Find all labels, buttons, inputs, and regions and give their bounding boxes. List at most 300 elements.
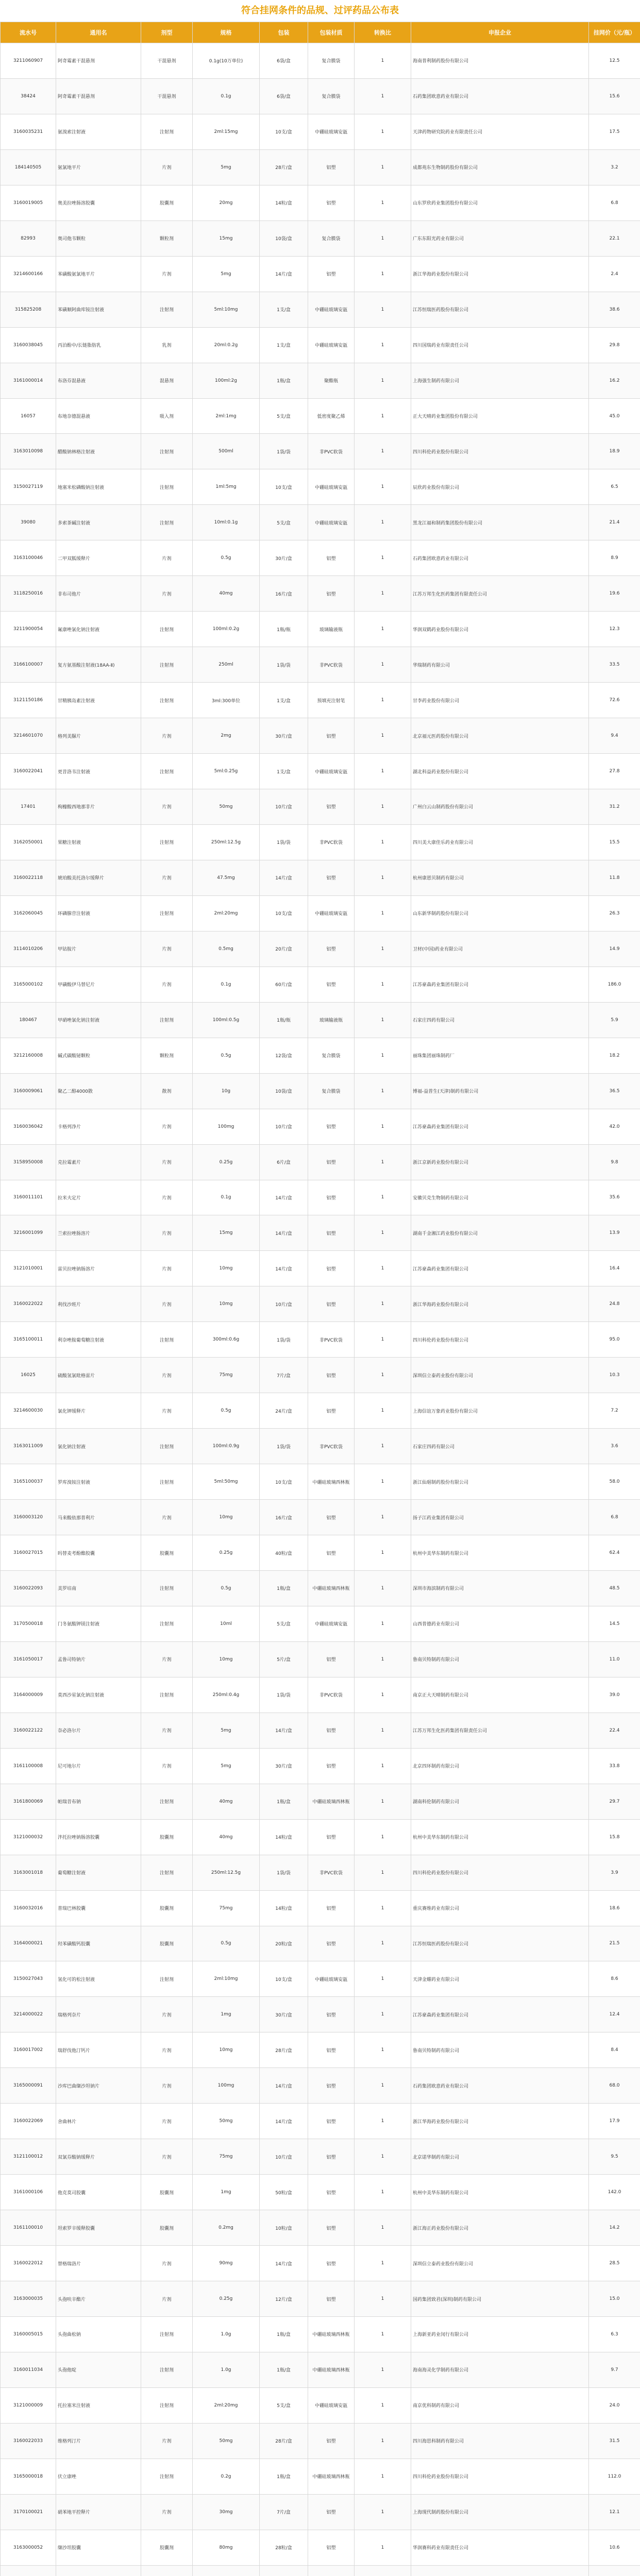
cell-price: 3.9 — [589, 1855, 640, 1890]
table-row — [1, 1109, 640, 1144]
cell-dosage-form: 注射剂 — [141, 1322, 193, 1358]
cell-material: 铝塑 — [308, 860, 355, 895]
cell-dosage-form: 注射剂 — [141, 2459, 193, 2494]
cell-price: 21.4 — [589, 505, 640, 540]
cell-company: 山东新华制药股份有限公司 — [411, 895, 589, 931]
table-row — [1, 2387, 640, 2423]
cell-ratio: 1 — [355, 1606, 411, 1641]
cell-generic-name: 瑞舒伐他汀钙片 — [56, 2032, 141, 2068]
cell-material: 中硼硅玻璃安瓿 — [308, 505, 355, 540]
cell-spec: 40mg — [193, 1819, 260, 1855]
cell-price: 38.6 — [589, 292, 640, 327]
cell-company: 海南普利制药股份有限公司 — [411, 43, 589, 79]
cell-price: 6.8 — [589, 185, 640, 221]
cell-serial: 3214601070 — [1, 718, 56, 754]
cell-material: 铝塑 — [308, 185, 355, 221]
cell-ratio: 1 — [355, 1180, 411, 1215]
table-row — [1, 469, 640, 505]
cell-serial: 3163011009 — [1, 1429, 56, 1464]
cell-generic-name: 舍曲林片 — [56, 2104, 141, 2139]
cell-dosage-form: 片剂 — [141, 1251, 193, 1286]
cell-package: 10片/盒 — [260, 789, 308, 825]
cell-material: 铝塑 — [308, 540, 355, 576]
cell-dosage-form: 散剂 — [141, 1073, 193, 1109]
cell-serial: 3216001099 — [1, 1215, 56, 1251]
cell-material: 中硼硅玻璃安瓿 — [308, 895, 355, 931]
table-row — [1, 576, 640, 612]
col-header-material: 包装材质 — [308, 22, 355, 43]
cell-generic-name: 格列美脲片 — [56, 718, 141, 754]
cell-generic-name: 替格瑞洛片 — [56, 2246, 141, 2281]
cell-ratio: 1 — [355, 576, 411, 612]
cell-dosage-form: 片剂 — [141, 1109, 193, 1144]
cell-company: 鲁南贝特制药有限公司 — [411, 2032, 589, 2068]
cell-company: 广东东阳光药业有限公司 — [411, 221, 589, 256]
cell-company: 南京优科制药有限公司 — [411, 2387, 589, 2423]
cell-dosage-form: 片剂 — [141, 576, 193, 612]
cell-generic-name: 沙库巴曲缬沙坦钠片 — [56, 2068, 141, 2104]
cell-spec: 300ml:0.6g — [193, 1322, 260, 1358]
cell-package: 50粒/盒 — [260, 2175, 308, 2210]
cell-ratio: 1 — [355, 647, 411, 683]
cell-generic-name: 双氯芬酸钠缓释片 — [56, 2139, 141, 2175]
cell-package: 1瓶/盒 — [260, 1570, 308, 1606]
cell-company: 四川科伦药业股份有限公司 — [411, 1322, 589, 1358]
table-row — [1, 1890, 640, 1926]
cell-company: 杭州中美华东制药有限公司 — [411, 1535, 589, 1571]
cell-spec: 0.2g — [193, 2459, 260, 2494]
table-row — [1, 2139, 640, 2175]
cell-price: 33.8 — [589, 1748, 640, 1784]
cell-dosage-form: 片剂 — [141, 1144, 193, 1180]
table-row — [1, 2494, 640, 2530]
cell-material: 预填充注射笔 — [308, 683, 355, 718]
cell-serial: 3161100008 — [1, 1748, 56, 1784]
table-row — [1, 1180, 640, 1215]
cell-material: 中硼硅玻璃西林瓶 — [308, 2317, 355, 2352]
cell-company: 国药集团致君(深圳)制药有限公司 — [411, 2281, 589, 2317]
cell-generic-name: 伏立康唑 — [56, 2459, 141, 2494]
cell-generic-name: 维格列汀片 — [56, 2423, 141, 2459]
cell-dosage-form: 注射剂 — [141, 114, 193, 149]
table-body — [1, 43, 640, 2576]
cell-price: 31.2 — [589, 789, 640, 825]
cell-ratio: 1 — [355, 1748, 411, 1784]
cell-dosage-form: 片剂 — [141, 2032, 193, 2068]
cell-serial: 3163010098 — [1, 434, 56, 469]
cell-ratio: 1 — [355, 1819, 411, 1855]
cell-dosage-form: 片剂 — [141, 1358, 193, 1393]
cell-company: 上海现代制药股份有限公司 — [411, 2494, 589, 2530]
cell-generic-name: 苯磺酸氨氯地平片 — [56, 256, 141, 292]
cell-ratio: 1 — [355, 540, 411, 576]
table-row — [1, 931, 640, 967]
cell-ratio: 1 — [355, 469, 411, 505]
cell-price: 16.2 — [589, 363, 640, 398]
table-row — [1, 114, 640, 149]
table-row — [1, 2281, 640, 2317]
cell-dosage-form: 片剂 — [141, 540, 193, 576]
cell-package: 1袋/袋 — [260, 1677, 308, 1713]
table-header-row — [1, 22, 640, 43]
cell-material: 铝塑 — [308, 1500, 355, 1535]
cell-material — [308, 2565, 355, 2576]
cell-spec: 0.25g — [193, 1535, 260, 1571]
cell-price: 12.1 — [589, 2494, 640, 2530]
cell-serial: 3164000021 — [1, 1926, 56, 1961]
cell-material: 铝塑 — [308, 2068, 355, 2104]
cell-company: 浙江京新药业股份有限公司 — [411, 1144, 589, 1180]
cell-price: 26.3 — [589, 895, 640, 931]
cell-dosage-form: 注射剂 — [141, 647, 193, 683]
cell-generic-name: 氨氯地平片 — [56, 149, 141, 185]
table-row — [1, 1713, 640, 1748]
cell-price: 9.5 — [589, 2139, 640, 2175]
col-header-package: 包装 — [260, 22, 308, 43]
cell-material: 铝塑 — [308, 2530, 355, 2565]
cell-material: 铝塑 — [308, 931, 355, 967]
cell-package: 1瓶/盒 — [260, 2352, 308, 2387]
col-header-company: 申报企业 — [411, 22, 589, 43]
cell-package: 10支/盒 — [260, 1961, 308, 1997]
cell-package: 1袋/袋 — [260, 1322, 308, 1358]
cell-spec — [193, 2565, 260, 2576]
table-row — [1, 1251, 640, 1286]
cell-spec: 0.5g — [193, 1570, 260, 1606]
table-row — [1, 612, 640, 647]
cell-package: 7片/盒 — [260, 1358, 308, 1393]
cell-generic-name: 甲钴胺片 — [56, 931, 141, 967]
cell-dosage-form: 片剂 — [141, 2104, 193, 2139]
cell-serial: 315825208 — [1, 292, 56, 327]
cell-price: 68.0 — [589, 2068, 640, 2104]
cell-ratio: 1 — [355, 1358, 411, 1393]
cell-ratio: 1 — [355, 1500, 411, 1535]
cell-material: 铝塑 — [308, 1358, 355, 1393]
cell-serial: 3121000032 — [1, 1819, 56, 1855]
table-row — [1, 2317, 640, 2352]
col-header-generic-name: 通用名 — [56, 22, 141, 43]
cell-material: 复合膜袋 — [308, 1038, 355, 1073]
cell-dosage-form: 胶囊剂 — [141, 1890, 193, 1926]
table-row — [1, 647, 640, 683]
cell-price: 9.8 — [589, 1144, 640, 1180]
cell-spec: 1mg — [193, 2175, 260, 2210]
cell-ratio: 1 — [355, 1855, 411, 1890]
cell-material: 中硼硅玻璃安瓿 — [308, 469, 355, 505]
cell-serial: 3121150186 — [1, 683, 56, 718]
table-row — [1, 1393, 640, 1429]
cell-dosage-form: 颗粒剂 — [141, 1038, 193, 1073]
table-row — [1, 149, 640, 185]
cell-generic-name: 克拉霉素片 — [56, 1144, 141, 1180]
table-row — [1, 78, 640, 114]
cell-company: 鲁南贝特制药有限公司 — [411, 1641, 589, 1677]
cell-ratio: 1 — [355, 398, 411, 434]
cell-company: 杭州中美华东制药有限公司 — [411, 1819, 589, 1855]
cell-spec: 75mg — [193, 1358, 260, 1393]
cell-material: 铝塑 — [308, 2494, 355, 2530]
cell-spec: 2ml:15mg — [193, 114, 260, 149]
cell-generic-name: 奈必洛尔片 — [56, 1713, 141, 1748]
col-header-ratio: 转换比 — [355, 22, 411, 43]
cell-company: 湖南科伦制药有限公司 — [411, 1784, 589, 1819]
cell-material: 非PVC软袋 — [308, 1855, 355, 1890]
cell-dosage-form: 注射剂 — [141, 895, 193, 931]
cell-serial: 3160017002 — [1, 2032, 56, 2068]
cell-price: 72.6 — [589, 683, 640, 718]
cell-price: 18.9 — [589, 434, 640, 469]
cell-serial: 3160011034 — [1, 2352, 56, 2387]
page-title: 符合挂网条件的品规、过评药品公布表 — [241, 5, 399, 16]
cell-price: 42.0 — [589, 1109, 640, 1144]
cell-price: 10.6 — [589, 2530, 640, 2565]
cell-package: 1瓶/盒 — [260, 2317, 308, 2352]
cell-ratio: 1 — [355, 1570, 411, 1606]
cell-serial: 3165100011 — [1, 1322, 56, 1358]
cell-ratio: 1 — [355, 1464, 411, 1500]
cell-company: 甘李药业股份有限公司 — [411, 683, 589, 718]
cell-ratio: 1 — [355, 2352, 411, 2387]
cell-ratio: 1 — [355, 1926, 411, 1961]
cell-ratio: 1 — [355, 2494, 411, 2530]
cell-spec: 20mg — [193, 185, 260, 221]
table-row — [1, 398, 640, 434]
cell-serial: 3161800069 — [1, 1784, 56, 1819]
cell-spec: 10mg — [193, 1286, 260, 1322]
cell-spec: 0.1g — [193, 967, 260, 1002]
cell-ratio: 1 — [355, 1961, 411, 1997]
cell-package: 5支/盒 — [260, 1606, 308, 1641]
table-row — [1, 43, 640, 79]
cell-price: 17.9 — [589, 2104, 640, 2139]
cell-company: 华润赛科药业有限责任公司 — [411, 2530, 589, 2565]
cell-package: 10支/盒 — [260, 114, 308, 149]
cell-dosage-form: 片剂 — [141, 1748, 193, 1784]
cell-generic-name: 硝苯地平控释片 — [56, 2494, 141, 2530]
cell-price: 29.7 — [589, 1784, 640, 1819]
cell-serial — [1, 2565, 56, 2576]
cell-price: 29.8 — [589, 327, 640, 363]
cell-price: 14.2 — [589, 2210, 640, 2246]
cell-dosage-form: 注射剂 — [141, 505, 193, 540]
cell-ratio: 1 — [355, 754, 411, 789]
cell-company: 四川美大康佳乐药业有限公司 — [411, 824, 589, 860]
cell-material: 中硼硅玻璃安瓿 — [308, 327, 355, 363]
table-row — [1, 327, 640, 363]
cell-material: 中硼硅玻璃安瓿 — [308, 2387, 355, 2423]
cell-package: 28片/盒 — [260, 2423, 308, 2459]
cell-company: 正大天晴药业集团股份有限公司 — [411, 398, 589, 434]
cell-generic-name: 氢化可的松注射液 — [56, 1961, 141, 1997]
cell-spec: 0.1g — [193, 1180, 260, 1215]
cell-material: 非PVC软袋 — [308, 1429, 355, 1464]
col-header-dosage-form: 剂型 — [141, 22, 193, 43]
cell-generic-name: 瑞格列奈片 — [56, 1997, 141, 2032]
cell-serial: 3160035231 — [1, 114, 56, 149]
cell-price: 12.5 — [589, 43, 640, 79]
cell-price: 15.5 — [589, 824, 640, 860]
cell-generic-name: 布洛芬混悬液 — [56, 363, 141, 398]
cell-dosage-form: 注射剂 — [141, 824, 193, 860]
cell-material: 铝塑 — [308, 2104, 355, 2139]
cell-price: 15.0 — [589, 2281, 640, 2317]
cell-company: 广州白云山制药股份有限公司 — [411, 789, 589, 825]
cell-spec: 10mg — [193, 1500, 260, 1535]
table-row — [1, 1677, 640, 1713]
cell-package: 14片/盒 — [260, 1215, 308, 1251]
cell-material: 玻璃输液瓶 — [308, 612, 355, 647]
cell-company: 江苏豪森药业集团有限公司 — [411, 1997, 589, 2032]
cell-dosage-form: 干混悬剂 — [141, 78, 193, 114]
cell-company: 四川科伦药业股份有限公司 — [411, 2459, 589, 2494]
cell-price: 11.0 — [589, 1641, 640, 1677]
cell-dosage-form: 注射剂 — [141, 1429, 193, 1464]
cell-package: 30片/盒 — [260, 540, 308, 576]
cell-serial: 3150027043 — [1, 1961, 56, 1997]
cell-company: 扬子江药业集团有限公司 — [411, 1500, 589, 1535]
cell-package: 5支/盒 — [260, 2387, 308, 2423]
cell-spec: 0.25g — [193, 1144, 260, 1180]
cell-generic-name: 普瑞巴林胶囊 — [56, 1890, 141, 1926]
cell-spec: 15mg — [193, 1215, 260, 1251]
cell-package: 16片/盒 — [260, 1500, 308, 1535]
cell-dosage-form: 注射剂 — [141, 1677, 193, 1713]
cell-serial: 3114010206 — [1, 931, 56, 967]
table-row — [1, 1606, 640, 1641]
cell-material: 铝塑 — [308, 967, 355, 1002]
cell-package: 10袋/盒 — [260, 1073, 308, 1109]
cell-serial: 3121010001 — [1, 1251, 56, 1286]
cell-spec: 100ml:0.9g — [193, 1429, 260, 1464]
cell-price: 15.8 — [589, 1819, 640, 1855]
cell-ratio: 1 — [355, 2317, 411, 2352]
cell-package: 1瓶/瓶 — [260, 612, 308, 647]
cell-package: 40粒/盒 — [260, 1535, 308, 1571]
cell-spec: 1mg — [193, 1997, 260, 2032]
cell-price: 18.2 — [589, 1038, 640, 1073]
cell-generic-name: 吗替麦考酚酯胶囊 — [56, 1535, 141, 1571]
cell-package: 1袋/袋 — [260, 1429, 308, 1464]
cell-serial: 3163000052 — [1, 2530, 56, 2565]
cell-serial: 3214600166 — [1, 256, 56, 292]
cell-ratio: 1 — [355, 612, 411, 647]
cell-package: 6片/盒 — [260, 1144, 308, 1180]
table-row — [1, 2246, 640, 2281]
cell-spec: 90mg — [193, 2246, 260, 2281]
cell-price: 22.4 — [589, 1713, 640, 1748]
cell-dosage-form: 片剂 — [141, 256, 193, 292]
cell-spec: 3ml:300单位 — [193, 683, 260, 718]
cell-ratio — [355, 2565, 411, 2576]
cell-ratio: 1 — [355, 2032, 411, 2068]
cell-serial: 3165000091 — [1, 2068, 56, 2104]
cell-serial: 3160003120 — [1, 1500, 56, 1535]
col-header-price: 挂网价（元/瓶） — [589, 22, 640, 43]
cell-material: 铝塑 — [308, 1748, 355, 1784]
cell-serial: 3160022069 — [1, 2104, 56, 2139]
cell-material: 铝塑 — [308, 1819, 355, 1855]
cell-serial: 3166100007 — [1, 647, 56, 683]
cell-price: 27.8 — [589, 754, 640, 789]
cell-company: 浙江华海药业股份有限公司 — [411, 1286, 589, 1322]
table-row — [1, 1500, 640, 1535]
cell-generic-name: 碱式碳酸铋颗粒 — [56, 1038, 141, 1073]
cell-package: 12袋/盒 — [260, 1038, 308, 1073]
cell-package: 14片/盒 — [260, 860, 308, 895]
cell-generic-name: 头孢呋辛酯片 — [56, 2281, 141, 2317]
cell-material: 铝塑 — [308, 1535, 355, 1571]
cell-serial: 3160019005 — [1, 185, 56, 221]
cell-dosage-form: 胶囊剂 — [141, 2530, 193, 2565]
cell-spec: 0.5g — [193, 540, 260, 576]
table-row — [1, 1038, 640, 1073]
table-row — [1, 895, 640, 931]
cell-price: 142.0 — [589, 2175, 640, 2210]
cell-price: 36.5 — [589, 1073, 640, 1109]
cell-dosage-form: 片剂 — [141, 1286, 193, 1322]
cell-price: 112.0 — [589, 2459, 640, 2494]
cell-ratio: 1 — [355, 1109, 411, 1144]
cell-package: 1袋/袋 — [260, 1855, 308, 1890]
cell-price: 18.6 — [589, 1890, 640, 1926]
cell-material: 铝塑 — [308, 718, 355, 754]
cell-package: 10支/盒 — [260, 1464, 308, 1500]
cell-spec: 10mg — [193, 1251, 260, 1286]
cell-ratio: 1 — [355, 2210, 411, 2246]
cell-package: 60片/盒 — [260, 967, 308, 1002]
cell-serial: 38424 — [1, 78, 56, 114]
cell-serial: 3161000014 — [1, 363, 56, 398]
cell-package: 30片/盒 — [260, 1748, 308, 1784]
table-row — [1, 1748, 640, 1784]
cell-package: 24片/盒 — [260, 1393, 308, 1429]
cell-package — [260, 2565, 308, 2576]
cell-material: 复合膜袋 — [308, 43, 355, 79]
cell-package: 20片/盒 — [260, 931, 308, 967]
cell-serial: 3160022041 — [1, 754, 56, 789]
table-row — [1, 718, 640, 754]
cell-serial: 3163100046 — [1, 540, 56, 576]
cell-price: 95.0 — [589, 1322, 640, 1358]
cell-spec: 5ml:0.25g — [193, 754, 260, 789]
cell-generic-name: 氯化钠注射液 — [56, 1429, 141, 1464]
cell-serial: 16025 — [1, 1358, 56, 1393]
cell-price: 21.5 — [589, 1926, 640, 1961]
table-row — [1, 434, 640, 469]
cell-generic-name: 尼可地尔片 — [56, 1748, 141, 1784]
cell-price: 31.5 — [589, 2423, 640, 2459]
cell-dosage-form: 注射剂 — [141, 1570, 193, 1606]
cell-ratio: 1 — [355, 43, 411, 79]
cell-ratio: 1 — [355, 434, 411, 469]
col-header-spec: 规格 — [193, 22, 260, 43]
cell-material: 铝塑 — [308, 2175, 355, 2210]
cell-material: 中硼硅玻璃西林瓶 — [308, 2459, 355, 2494]
cell-dosage-form: 片剂 — [141, 1500, 193, 1535]
table-row — [1, 185, 640, 221]
cell-dosage-form: 片剂 — [141, 2281, 193, 2317]
cell-material: 中硼硅玻璃安瓿 — [308, 754, 355, 789]
cell-generic-name: 利奈唑胺葡萄糖注射液 — [56, 1322, 141, 1358]
cell-dosage-form: 注射剂 — [141, 434, 193, 469]
cell-ratio: 1 — [355, 505, 411, 540]
cell-company: 山东罗欣药业集团股份有限公司 — [411, 185, 589, 221]
cell-package: 14片/盒 — [260, 2104, 308, 2139]
cell-serial: 3160036042 — [1, 1109, 56, 1144]
cell-material: 复合膜袋 — [308, 221, 355, 256]
cell-company: 四川科伦药业股份有限公司 — [411, 1855, 589, 1890]
